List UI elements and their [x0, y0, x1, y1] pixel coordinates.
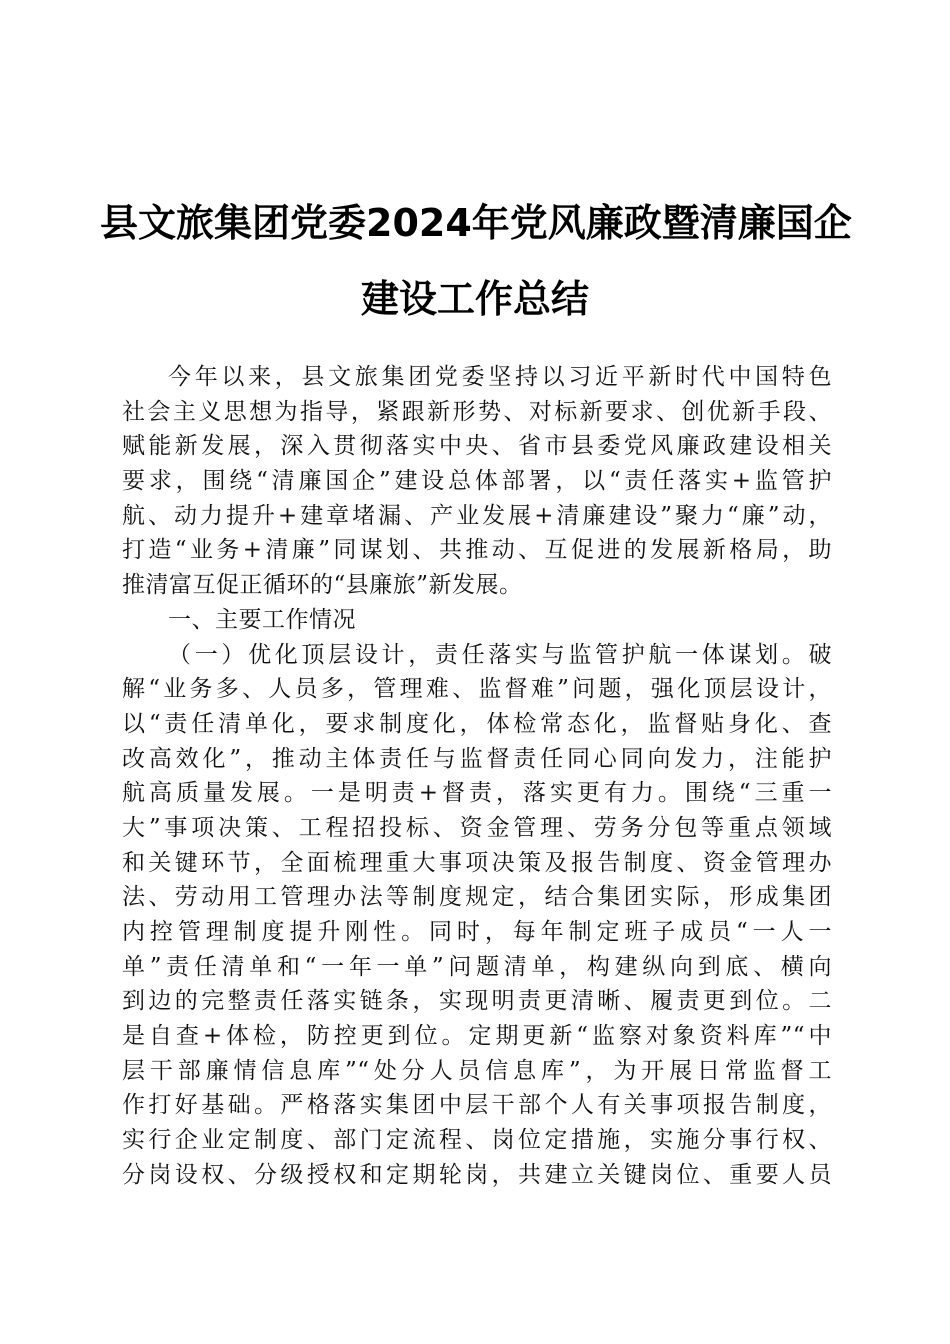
- paragraph-line: （一）优化顶层设计，责任落实与监管护航一体谋划。破: [168, 641, 832, 668]
- document-title-line-1: 县文旅集团党委2024年党风廉政暨清廉国企: [100, 201, 852, 245]
- paragraph-line: 分岗设权、分级授权和定期轮岗，共建立关键岗位、重要人员: [122, 1161, 832, 1188]
- paragraph-line: 解“业务多、人员多，管理难、监督难”问题，强化顶层设计，: [122, 676, 832, 703]
- paragraph-line: 今年以来，县文旅集团党委坚持以习近平新时代中国特色: [168, 364, 832, 390]
- paragraph-line: 赋能新发展，深入贯彻落实中央、省市县委党风廉政建设相关: [122, 433, 832, 460]
- section-heading: 一、主要工作情况: [168, 606, 356, 633]
- paragraph-line: 单”责任清单和“一年一单”问题清单，构建纵向到底、横向: [122, 953, 832, 980]
- paragraph-line: 社会主义思想为指导，紧跟新形势、对标新要求、创优新手段、: [122, 398, 832, 425]
- paragraph-line: 内控管理制度提升刚性。同时，每年制定班子成员“一人一: [122, 919, 832, 945]
- paragraph-line: 层干部廉情信息库”“处分人员信息库”，为开展日常监督工: [122, 1057, 832, 1084]
- paragraph-line: 航高质量发展。一是明责+督责，落实更有力。围绕“三重一: [122, 780, 832, 807]
- paragraph-line: 大”事项决策、工程招投标、资金管理、劳务分包等重点领域: [122, 814, 832, 841]
- paragraph-line: 航、动力提升+建章堵漏、产业发展+清廉建设”聚力“廉”动，: [122, 502, 832, 529]
- document-body: [122, 360, 832, 1193]
- paragraph-line: 要求，围绕“清廉国企”建设总体部署，以“责任落实+监管护: [122, 468, 832, 495]
- paragraph-line: 法、劳动用工管理办法等制度规定，结合集团实际，形成集团: [122, 884, 832, 911]
- paragraph-line: 作打好基础。严格落实集团中层干部个人有关事项报告制度，: [122, 1092, 832, 1119]
- paragraph-line: 推清富互促正循环的“县廉旅”新发展。: [122, 572, 523, 599]
- paragraph-line: 以“责任清单化，要求制度化，体检常态化，监督贴身化、查: [122, 710, 832, 737]
- paragraph-line: 打造“业务+清廉”同谋划、共推动、互促进的发展新格局，助: [122, 537, 832, 564]
- paragraph-line: 实行企业定制度、部门定流程、岗位定措施，实施分事行权、: [122, 1127, 832, 1154]
- paragraph-line: 是自查+体检，防控更到位。定期更新“监察对象资料库”“中: [122, 1023, 832, 1050]
- paragraph-line: 改高效化”，推动主体责任与监督责任同心同向发力，注能护: [122, 745, 832, 772]
- paragraph-line: 和关键环节，全面梳理重大事项决策及报告制度、资金管理办: [122, 849, 832, 876]
- paragraph-line: 到边的完整责任落实链条，实现明责更清晰、履责更到位。二: [122, 988, 832, 1015]
- document-title-line-2: 建设工作总结: [360, 277, 589, 321]
